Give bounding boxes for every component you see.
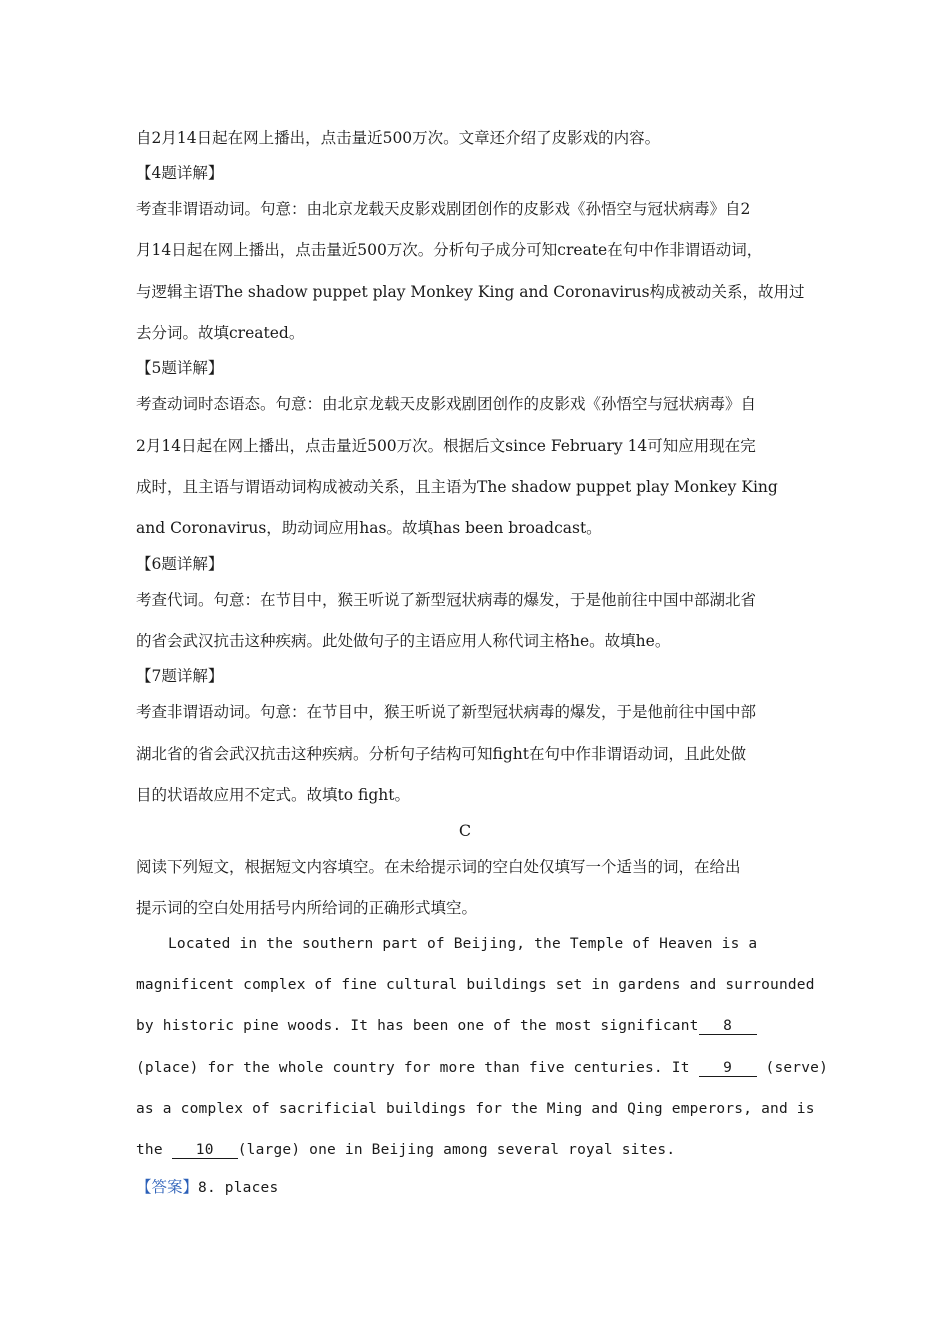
paragraph-line: and Coronavirus，助动词应用has。故填has been broadcast。 [136, 519, 602, 537]
passage-text: by historic pine woods. It has been one of the most significant [136, 1018, 699, 1034]
section-title: C [458, 821, 472, 840]
paragraph-line: 湖北省的省会武汉抗击这种疾病。分析句子结构可知fight在句中作非谓语动词，且此处做 [136, 745, 746, 763]
passage-line: magnificent complex of fine cultural buildings set in gardens and surrounded [136, 977, 815, 993]
passage-line [136, 1140, 826, 1160]
passage-text: (large) one in Beijing among several royal sites. [237, 1142, 676, 1158]
paragraph-line: 自2月14日起在网上播出，点击量近500万次。文章还介绍了皮影戏的内容。 [136, 129, 661, 147]
paragraph-line: 2月14日起在网上播出，点击量近500万次。根据后文since February 14可知应用现在完 [136, 437, 756, 455]
paragraph-line: 考查代词。句意：在节目中，猴王听说了新型冠状病毒的爆发，于是他前往中国中部湖北省 [136, 591, 757, 609]
section-heading-q7: 【7题详解】 [136, 667, 224, 685]
answer-line [136, 1177, 826, 1198]
blank-9: 9 [699, 1060, 757, 1077]
answer-text: 8. places [198, 1180, 279, 1196]
passage-text: the [136, 1142, 172, 1158]
paragraph-line: 成时，且主语与谓语动词构成被动关系，且主语为The shadow puppet play Monkey King [136, 478, 778, 496]
paragraph-line: 考查动词时态语态。句意：由北京龙载天皮影戏剧团创作的皮影戏《孙悟空与冠状病毒》自 [136, 395, 757, 413]
instruction-line: 提示词的空白处用括号内所给词的正确形式填空。 [136, 899, 478, 917]
instruction-line: 阅读下列短文，根据短文内容填空。在未给提示词的空白处仅填写一个适当的词，在给出 [136, 858, 741, 876]
passage-text: (serve) [756, 1060, 829, 1076]
paragraph-line: 考查非谓语动词。句意：由北京龙载天皮影戏剧团创作的皮影戏《孙悟空与冠状病毒》自2 [136, 200, 751, 218]
paragraph-line: 与逻辑主语The shadow puppet play Monkey King and Coronavirus构成被动关系，故用过 [136, 283, 805, 301]
passage-line: Located in the southern part of Beijing, the Temple of Heaven is a [168, 936, 758, 952]
passage-line [136, 1016, 826, 1036]
paragraph-line: 去分词。故填created。 [136, 324, 305, 342]
paragraph-line: 月14日起在网上播出，点击量近500万次。分析句子成分可知create在句中作非谓语动词， [136, 241, 763, 259]
paragraph-line: 的省会武汉抗击这种疾病。此处做句子的主语应用人称代词主格he。故填he。 [136, 632, 671, 650]
blank-10: 10 [172, 1142, 238, 1159]
section-heading-q6: 【6题详解】 [136, 555, 224, 573]
blank-8: 8 [699, 1018, 757, 1035]
passage-line [136, 1058, 829, 1078]
answer-tag: 【答案】 [136, 1178, 199, 1196]
section-heading-q5: 【5题详解】 [136, 359, 224, 377]
section-heading-q4: 【4题详解】 [136, 164, 224, 182]
paragraph-line: 目的状语故应用不定式。故填to fight。 [136, 786, 410, 804]
passage-text: (place) for the whole country for more than five centuries. It [136, 1060, 699, 1076]
passage-line: as a complex of sacrificial buildings for the Ming and Qing emperors, and is [136, 1101, 815, 1117]
paragraph-line: 考查非谓语动词。句意：在节目中，猴王听说了新型冠状病毒的爆发，于是他前往中国中部 [136, 703, 757, 721]
